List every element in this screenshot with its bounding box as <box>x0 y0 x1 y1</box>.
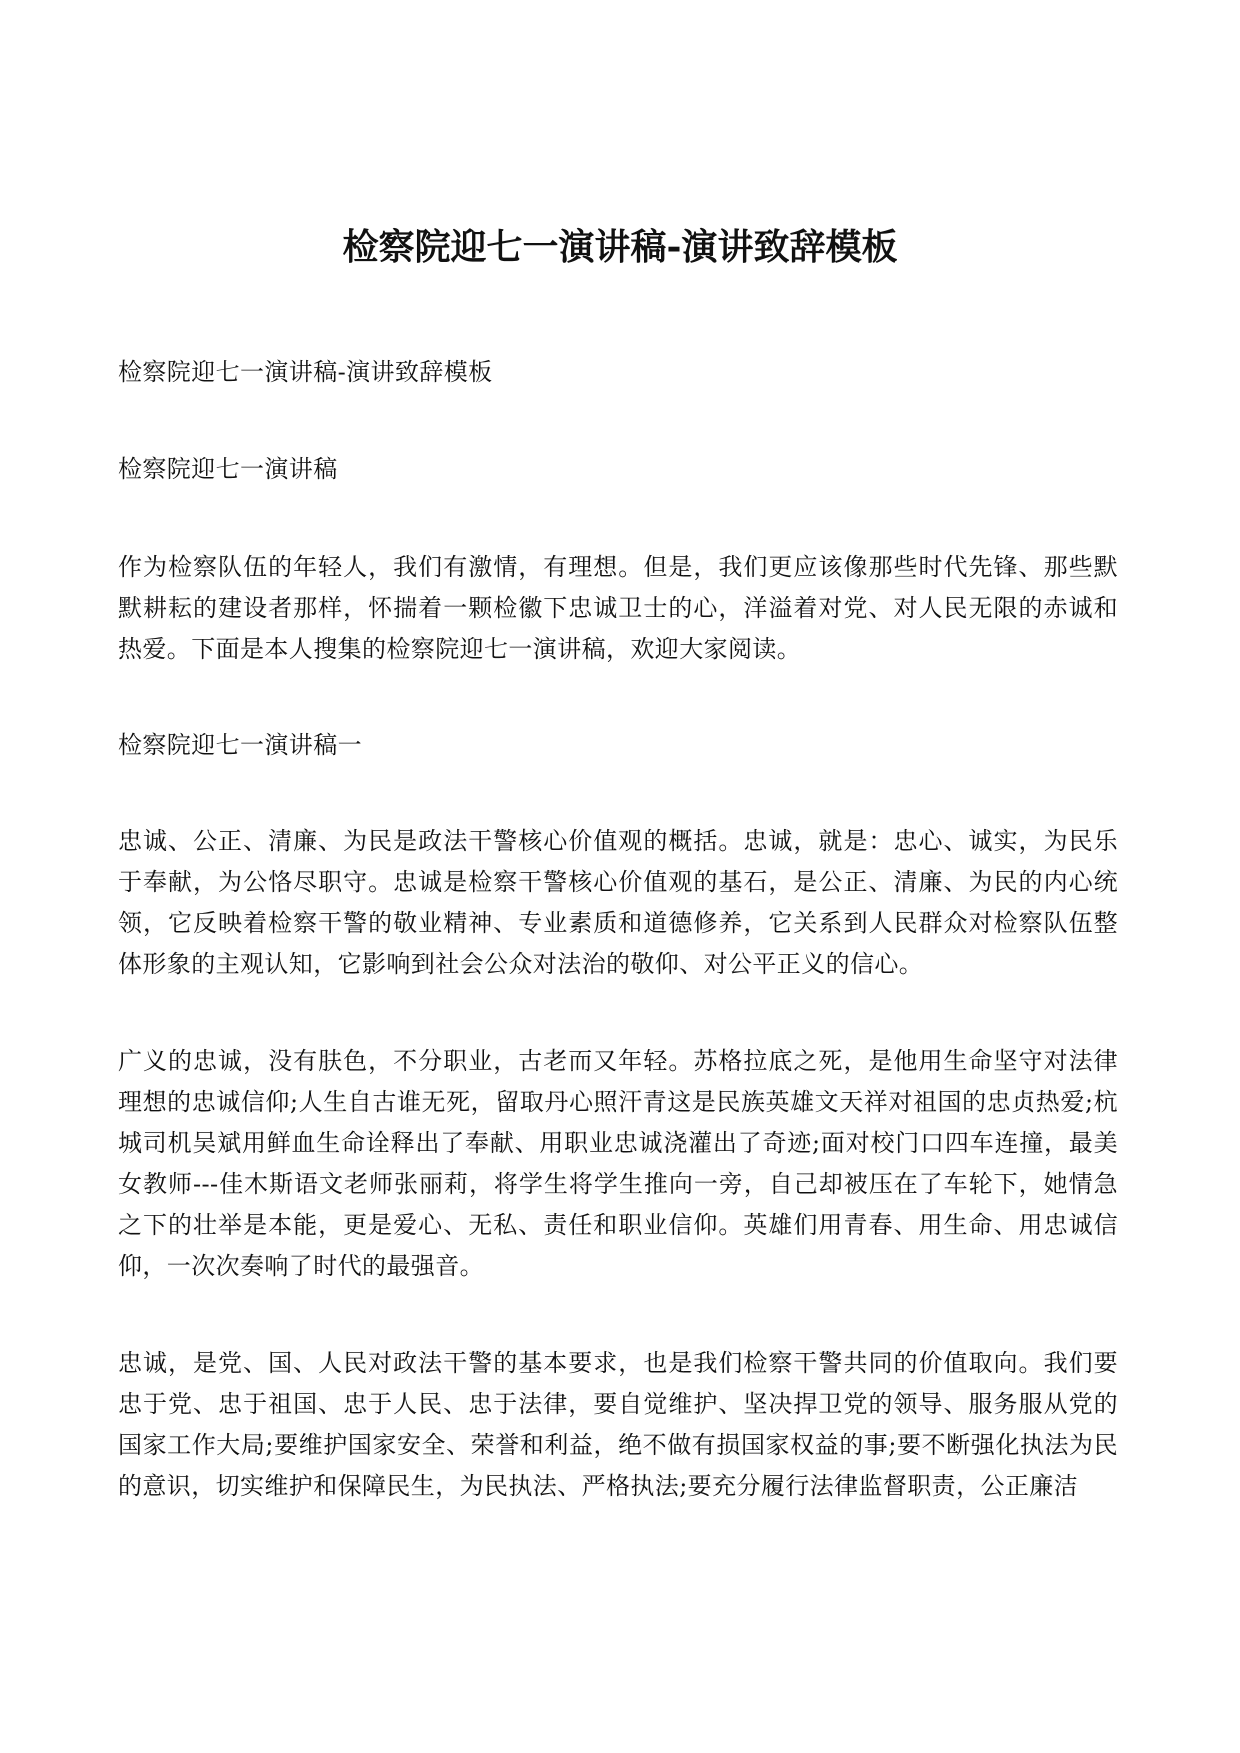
document-body <box>118 352 1118 1507</box>
paragraph-subtitle: 检察院迎七一演讲稿-演讲致辞模板 <box>118 358 493 386</box>
paragraph-body: 广义的忠诚，没有肤色，不分职业，古老而又年轻。苏格拉底之死，是他用生命坚守对法律理想的忠诚信仰;人生自古谁无死，留取丹心照汗青这是民族英雄文天祥对祖国的忠贞热爱;杭城司机吴斌用鲜血生命诠释出了奉献、用职业忠诚浇灌出了奇迹;面对校门口四车连撞，最美女教师---佳木斯语文老师张丽莉，将学生将学生推向一旁，自己却被压在了车轮下，她情急之下的壮举是本能，更是爱心、无私、责任和职业信仰。英雄们用青春、用生命、用忠诚信仰，一次次奏响了时代的最强音。 <box>118 1047 1118 1280</box>
document-title: 检察院迎七一演讲稿-演讲致辞模板 <box>342 226 898 268</box>
paragraph-body: 忠诚、公正、清廉、为民是政法干警核心价值观的概括。忠诚，就是：忠心、诚实，为民乐于奉献，为公恪尽职守。忠诚是检察干警核心价值观的基石，是公正、清廉、为民的内心统领，它反映着检察干警的敬业精神、专业素质和道德修养，它关系到人民群众对检察队伍整体形象的主观认知，它影响到社会公众对法治的敬仰、对公平正义的信心。 <box>118 827 1118 978</box>
paragraph-body: 忠诚，是党、国、人民对政法干警的基本要求，也是我们检察干警共同的价值取向。我们要忠于党、忠于祖国、忠于人民、忠于法律，要自觉维护、坚决捍卫党的领导、服务服从党的国家工作大局;要维护国家安全、荣誉和利益，绝不做有损国家权益的事;要不断强化执法为民的意识，切实维护和保障民生，为民执法、严格执法;要充分履行法律监督职责，公正廉洁 <box>118 1349 1118 1500</box>
paragraph-section-heading: 检察院迎七一演讲稿一 <box>118 731 362 759</box>
paragraph-heading: 检察院迎七一演讲稿 <box>118 455 338 483</box>
paragraph-intro: 作为检察队伍的年轻人，我们有激情，有理想。但是，我们更应该像那些时代先锋、那些默默耕耘的建设者那样，怀揣着一颗检徽下忠诚卫士的心，洋溢着对党、对人民无限的赤诚和热爱。下面是本人搜集的检察院迎七一演讲稿，欢迎大家阅读。 <box>118 553 1118 663</box>
